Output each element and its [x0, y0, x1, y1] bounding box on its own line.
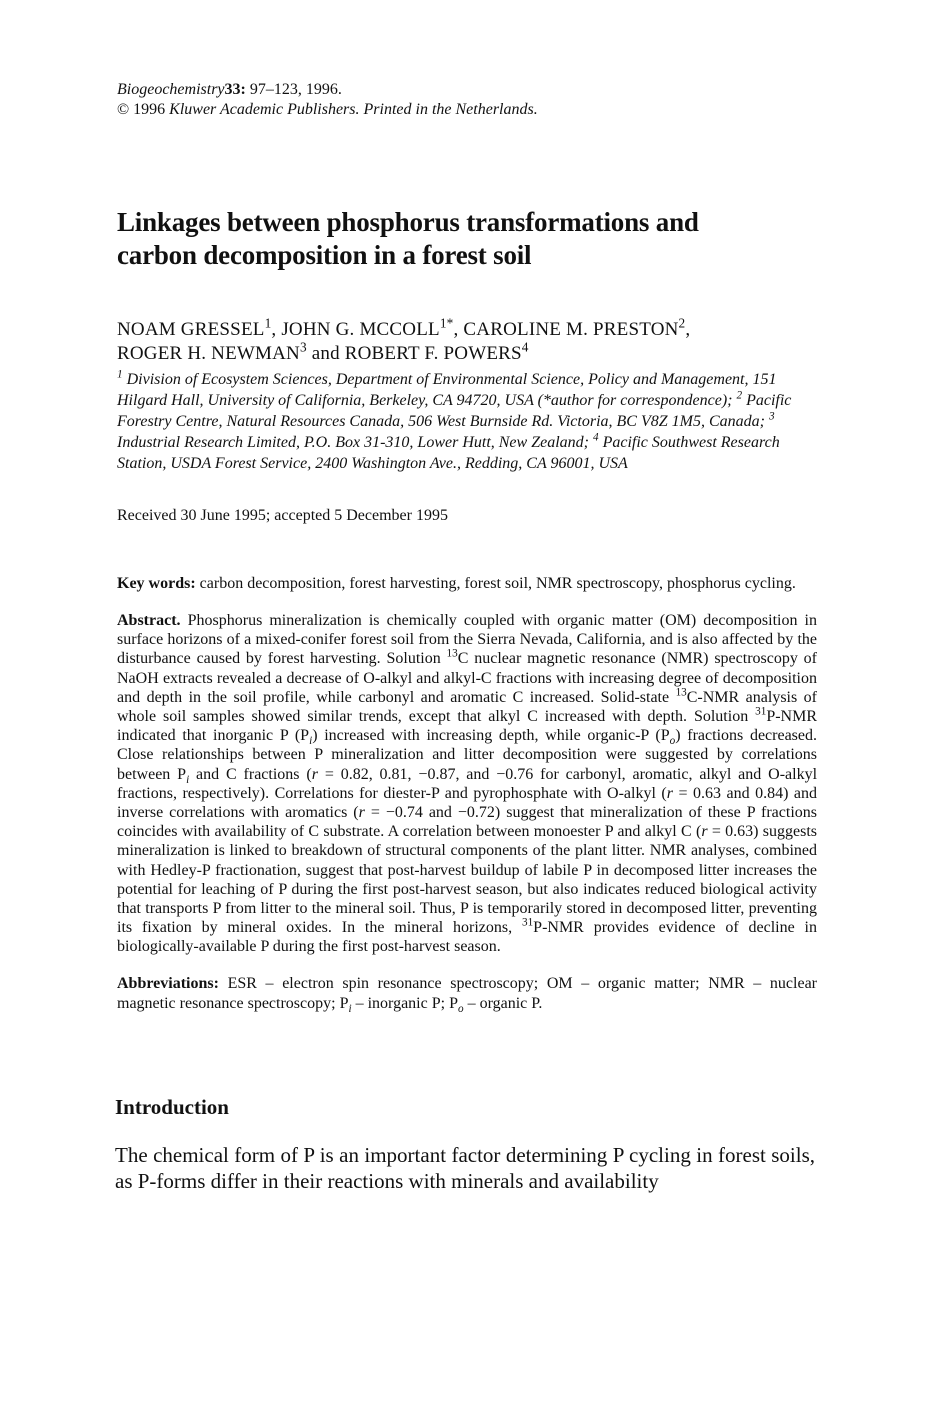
stat-symbol: r — [358, 804, 365, 822]
abstract-text: ) fractions decreased. Close relationships between P mineralization and litter decomposition were suggested by correlations between P — [117, 727, 818, 783]
isotope-sup: 31 — [755, 705, 767, 718]
keywords — [117, 574, 817, 594]
journal-pages-year: 97–123, 1996. — [245, 81, 342, 98]
author-1-affil-mark: 1 — [264, 315, 272, 331]
affiliation-1: Division of Ecosystem Sciences, Department of Environmental Science, Policy and Management, 151 Hilgard Hall, University of California, Berkeley, CA 94720, USA (*author for correspondence); — [117, 371, 777, 409]
affil-mark-1: 1 — [117, 368, 123, 381]
stat-symbol: r — [311, 765, 318, 783]
journal-citation — [117, 80, 817, 120]
abstract-text: C-NMR analysis of whole soil samples showed similar trends, except that alkyl C increased with depth. Solution — [117, 688, 818, 726]
abstract-text: ) increased with increasing depth, while organic-P (P — [312, 727, 670, 745]
abstract-text: P-NMR provides evidence of decline in biologically-available P during the first post-harvest season. — [117, 919, 817, 956]
abbreviations-text: – inorganic P; P — [351, 994, 458, 1012]
title-line-1: Linkages between phosphorus transformations and — [117, 207, 699, 237]
abstract-text: = 0.63 and 0.84) and inverse correlations with aromatics ( — [117, 784, 818, 822]
abstract-text: = 0.63) suggests mineralization is linked to breakdown of structural components of the plant litter. NMR analyses, combined with Hedley-P fractionation, suggest that post-harvest buildup of labile P in decomposed litter increases the potential for leaching of P during the first post-harvest season, but also indicates reduced biological activity that transports P from litter to the mineral soil. Thus, P is temporarily stored in decomposed litter, preventing its fixation by mineral oxides. In the mineral horizons, — [117, 823, 818, 937]
isotope-sup: 13 — [675, 686, 687, 699]
affil-mark-2: 2 — [736, 389, 743, 402]
subscript: i — [186, 773, 190, 786]
publisher: Kluwer Academic Publishers. — [169, 101, 360, 118]
author-5-affil-mark: 4 — [521, 339, 529, 355]
abstract-label: Abstract. — [117, 612, 181, 629]
keywords-label: Key words: — [117, 575, 196, 592]
stat-symbol: r — [666, 784, 673, 802]
affiliations — [117, 369, 817, 474]
introduction-heading: Introduction — [115, 1094, 229, 1119]
paper-title — [117, 206, 817, 272]
author-2: , JOHN G. MCCOLL — [271, 319, 440, 340]
author-list — [117, 315, 817, 366]
abstract-text: C nuclear magnetic resonance (NMR) spectroscopy of NaOH extracts revealed a decrease of O-alkyl and alkyl-C fractions with increasing degree of decomposition and depth in the soil profile, while carbonyl and aromatic C increased. Solid-state — [117, 650, 817, 706]
journal-volume: 33: — [224, 81, 246, 98]
author-sep: , — [685, 319, 691, 340]
abstract-text: and C fractions ( — [189, 765, 312, 783]
author-3-affil-mark: 2 — [678, 315, 686, 331]
subscript: i — [348, 1002, 352, 1015]
introduction-paragraph: The chemical form of P is an important factor determining P cycling in forest soils, as P-forms differ in their reactions with minerals and availability — [115, 1142, 815, 1193]
abbreviations — [117, 974, 817, 1014]
author-1: NOAM GRESSEL — [117, 319, 265, 340]
abbreviations-text: – organic P. — [463, 994, 543, 1012]
journal-name: Biogeochemistry — [117, 81, 225, 98]
abstract-text: P-NMR indicated that inorganic P (P — [117, 708, 817, 745]
subscript: o — [457, 1002, 464, 1015]
received-dates: Received 30 June 1995; accepted 5 December 1995 — [117, 507, 448, 524]
affil-mark-3: 3 — [768, 410, 775, 423]
affiliation-3: Industrial Research Limited, P.O. Box 31-310, Lower Hutt, New Zealand; — [117, 434, 593, 451]
author-4: ROGER H. NEWMAN — [117, 343, 300, 364]
keywords-text: carbon decomposition, forest harvesting, forest soil, NMR spectroscopy, phosphorus cycling. — [195, 575, 796, 592]
author-5: and ROBERT F. POWERS — [306, 343, 522, 364]
author-4-affil-mark: 3 — [299, 339, 307, 355]
author-2-affil-mark: 1* — [439, 315, 454, 331]
abstract-text: = 0.82, 0.81, −0.87, and −0.76 for carbonyl, aromatic, alkyl and O-alkyl fractions, respectively). Correlations for diester-P and pyrophosphate with O-alkyl ( — [117, 765, 818, 802]
subscript: i — [309, 735, 313, 748]
affiliation-2: Pacific Forestry Centre, Natural Resources Canada, 506 West Burnside Rd. Victoria, BC V8Z 1M5, Canada; — [117, 392, 792, 430]
affiliation-4: Pacific Southwest Research Station, USDA Forest Service, 2400 Washington Ave., Redding, CA 96001, USA — [117, 434, 780, 472]
paper-page — [117, 80, 817, 1194]
abbreviations-label: Abbreviations: — [117, 974, 219, 992]
stat-symbol: r — [701, 823, 708, 841]
subscript: o — [669, 735, 676, 748]
title-line-2: carbon decomposition in a forest soil — [117, 240, 532, 270]
abstract-text: = −0.74 and −0.72) suggest that mineralization of these P fractions coincides with availability of C substrate. A correlation between monoester P and alkyl C ( — [117, 804, 817, 841]
copyright-symbol: © — [117, 101, 130, 118]
abstract — [117, 611, 817, 957]
isotope-sup: 13 — [446, 648, 458, 661]
printed-in: Printed in the Netherlands. — [359, 101, 538, 118]
copyright-year: 1996 — [129, 101, 170, 118]
author-3: , CAROLINE M. PRESTON — [453, 319, 679, 340]
abstract-text: Phosphorus mineralization is chemically coupled with organic matter (OM) decomposition in surface horizons of a mixed-conifer forest soil from the Sierra Nevada, California, and is also affected by the disturbance caused by forest harvesting. Solution — [117, 612, 817, 668]
isotope-sup: 31 — [521, 916, 534, 929]
abbreviations-text: ESR – electron spin resonance spectroscopy; OM – organic matter; NMR – nuclear magnetic resonance spectroscopy; P — [117, 974, 817, 1012]
affil-mark-4: 4 — [592, 431, 599, 444]
